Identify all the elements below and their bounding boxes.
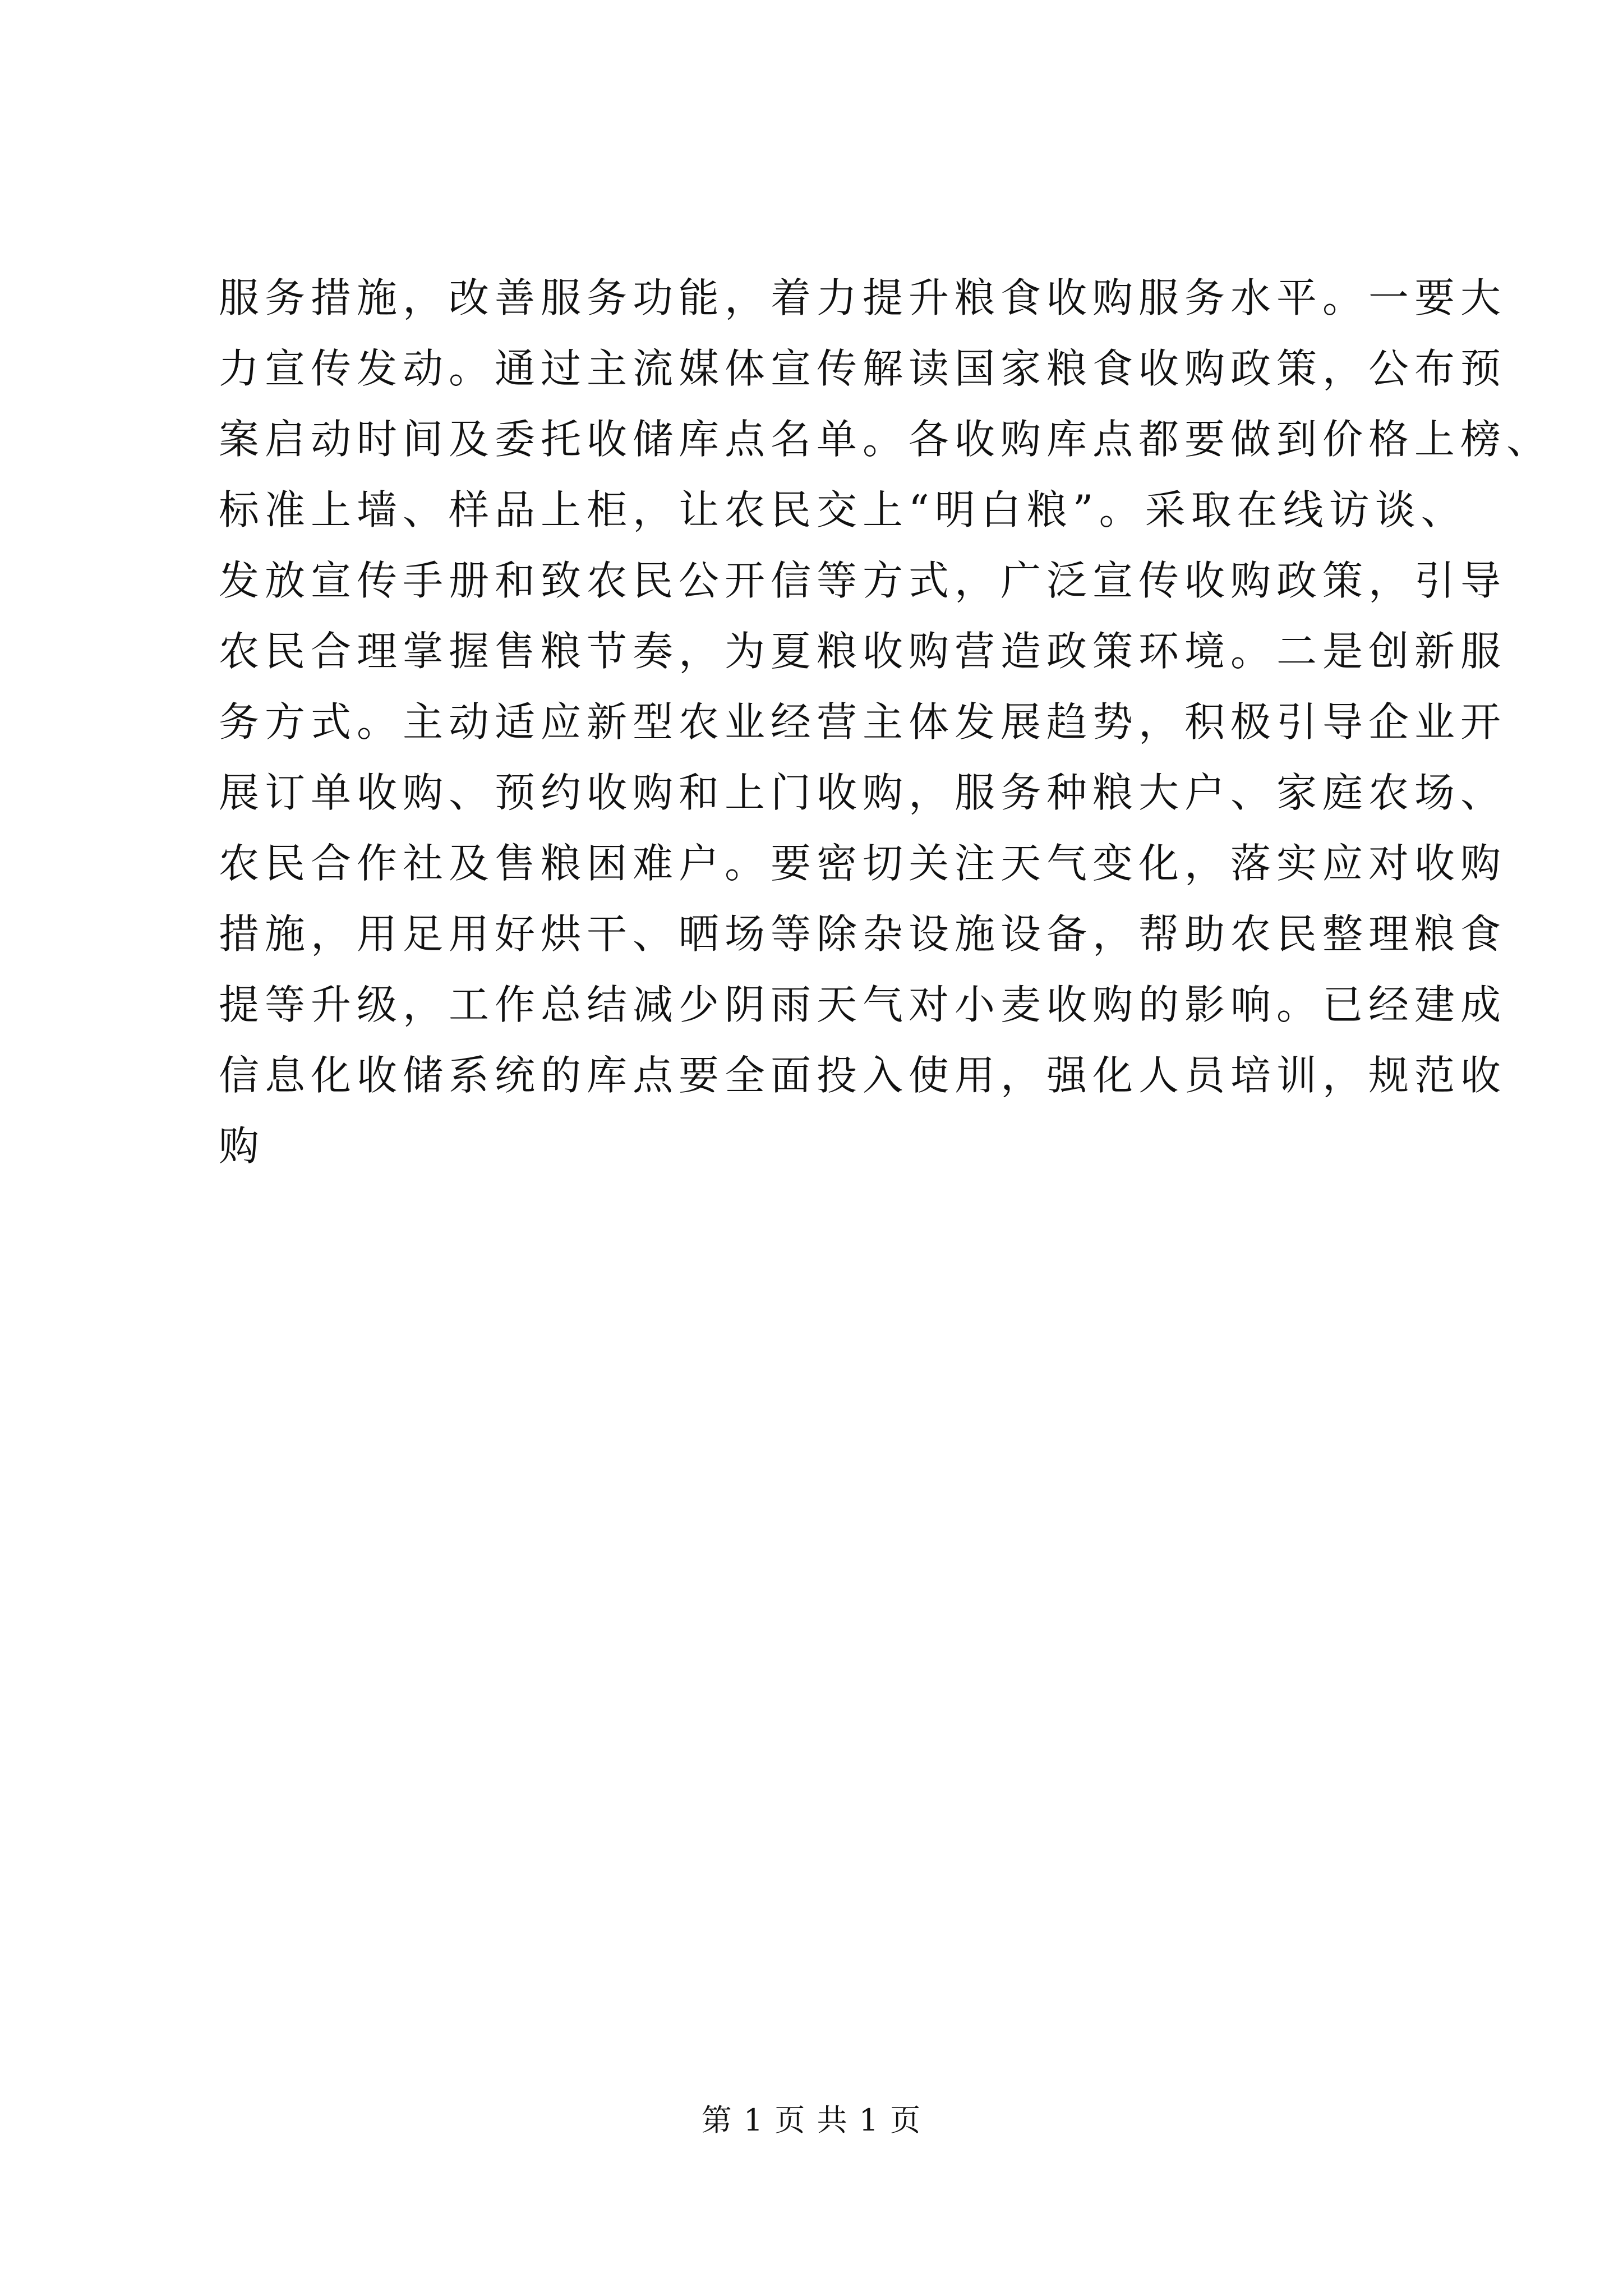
body-paragraph	[219, 263, 1553, 1181]
text-line: 展订单收购、预约收购和上门收购，服务种粮大户、家庭农场、	[219, 769, 1507, 816]
text-line: 案启动时间及委托收储库点名单。各收购库点都要做到价格上榜、	[219, 416, 1553, 463]
text-line: 标准上墙、样品上柜，让农民交上“明白粮”。采取在线访谈、	[219, 486, 1467, 533]
text-line: 信息化收储系统的库点要全面投入使用，强化人员培训，规范收	[219, 1052, 1507, 1099]
text-line: 力宣传发动。通过主流媒体宣传解读国家粮食收购政策，公布预	[219, 345, 1507, 392]
text-line: 农民合作社及售粮困难户。要密切关注天气变化，落实应对收购	[219, 840, 1507, 887]
text-line: 购	[219, 1122, 265, 1170]
text-line: 务方式。主动适应新型农业经营主体发展趋势，积极引导企业开	[219, 698, 1507, 746]
text-line: 农民合理掌握售粮节奏，为夏粮收购营造政策环境。二是创新服	[219, 628, 1507, 675]
page-number-footer: 第 1 页 共 1 页	[701, 2102, 922, 2138]
text-line: 提等升级，工作总结减少阴雨天气对小麦收购的影响。已经建成	[219, 981, 1507, 1028]
text-line: 服务措施，改善服务功能，着力提升粮食收购服务水平。一要大	[219, 274, 1507, 321]
text-line: 发放宣传手册和致农民公开信等方式，广泛宣传收购政策，引导	[219, 557, 1507, 604]
text-line: 措施，用足用好烘干、晒场等除杂设施设备，帮助农民整理粮食	[219, 910, 1507, 958]
